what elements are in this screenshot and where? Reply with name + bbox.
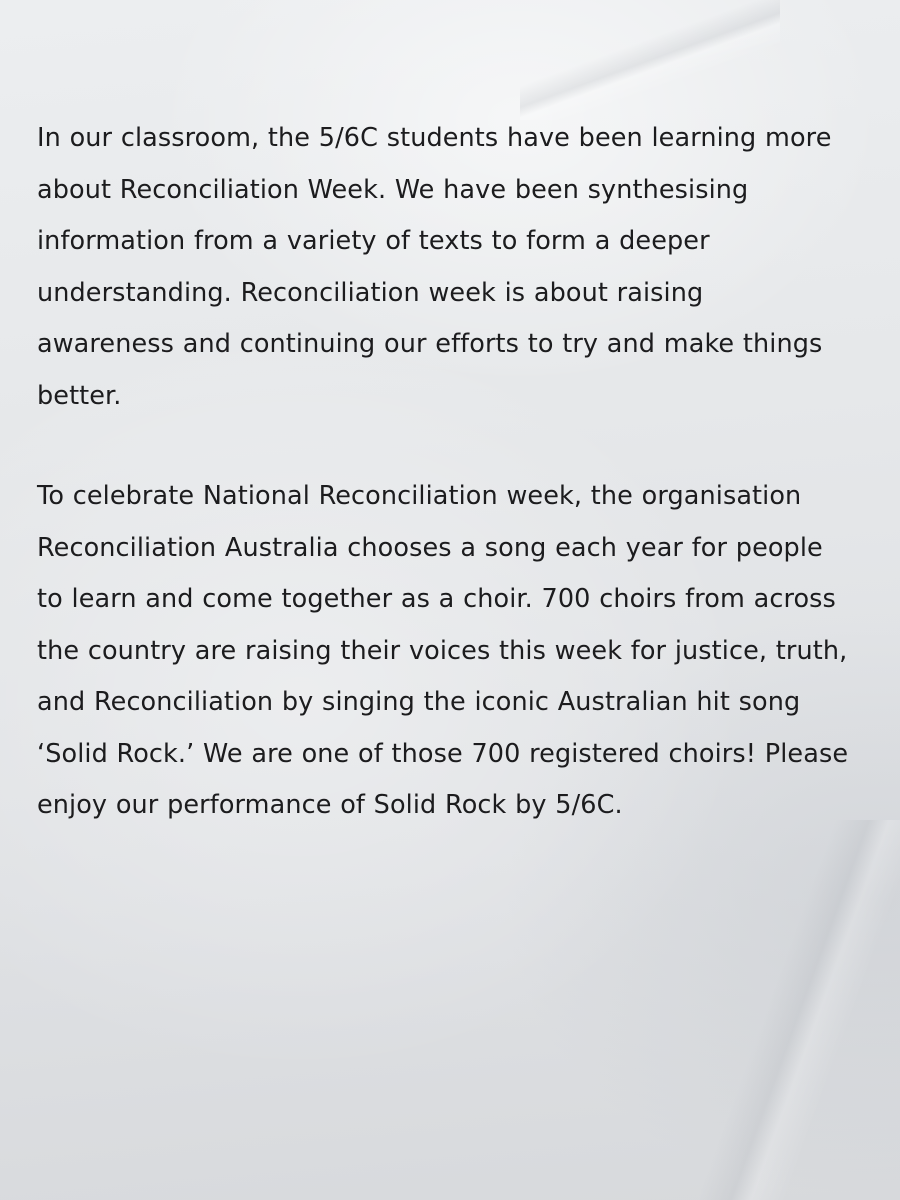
text-line: better. — [37, 380, 122, 411]
text-line: In our classroom, the 5/6C students have been learning more — [37, 123, 832, 153]
text-line: understanding. Reconciliation week is about raising — [37, 277, 704, 308]
paragraph-celebration — [37, 471, 882, 832]
text-line: about Reconciliation Week. We have been synthesising — [37, 174, 749, 205]
text-line: ‘Solid Rock.’ We are one of those 700 registered choirs! Please — [37, 738, 849, 769]
text-line: information from a variety of texts to form a deeper — [37, 226, 710, 256]
paper-crease — [520, 0, 780, 120]
text-line: enjoy our performance of Solid Rock by 5/6C. — [37, 790, 623, 820]
paragraph-intro — [37, 113, 882, 422]
paper-crease — [700, 820, 900, 1200]
text-line: Reconciliation Australia chooses a song each year for people — [37, 532, 823, 563]
text-line: to learn and come together as a choir. 700 choirs from across — [37, 584, 836, 614]
text-line: awareness and continuing our efforts to try and make things — [37, 329, 823, 359]
text-line: and Reconciliation by singing the iconic Australian hit song — [37, 687, 801, 717]
text-line: To celebrate National Reconciliation week, the organisation — [37, 481, 802, 511]
text-line: the country are raising their voices this week for justice, truth, — [37, 635, 848, 666]
